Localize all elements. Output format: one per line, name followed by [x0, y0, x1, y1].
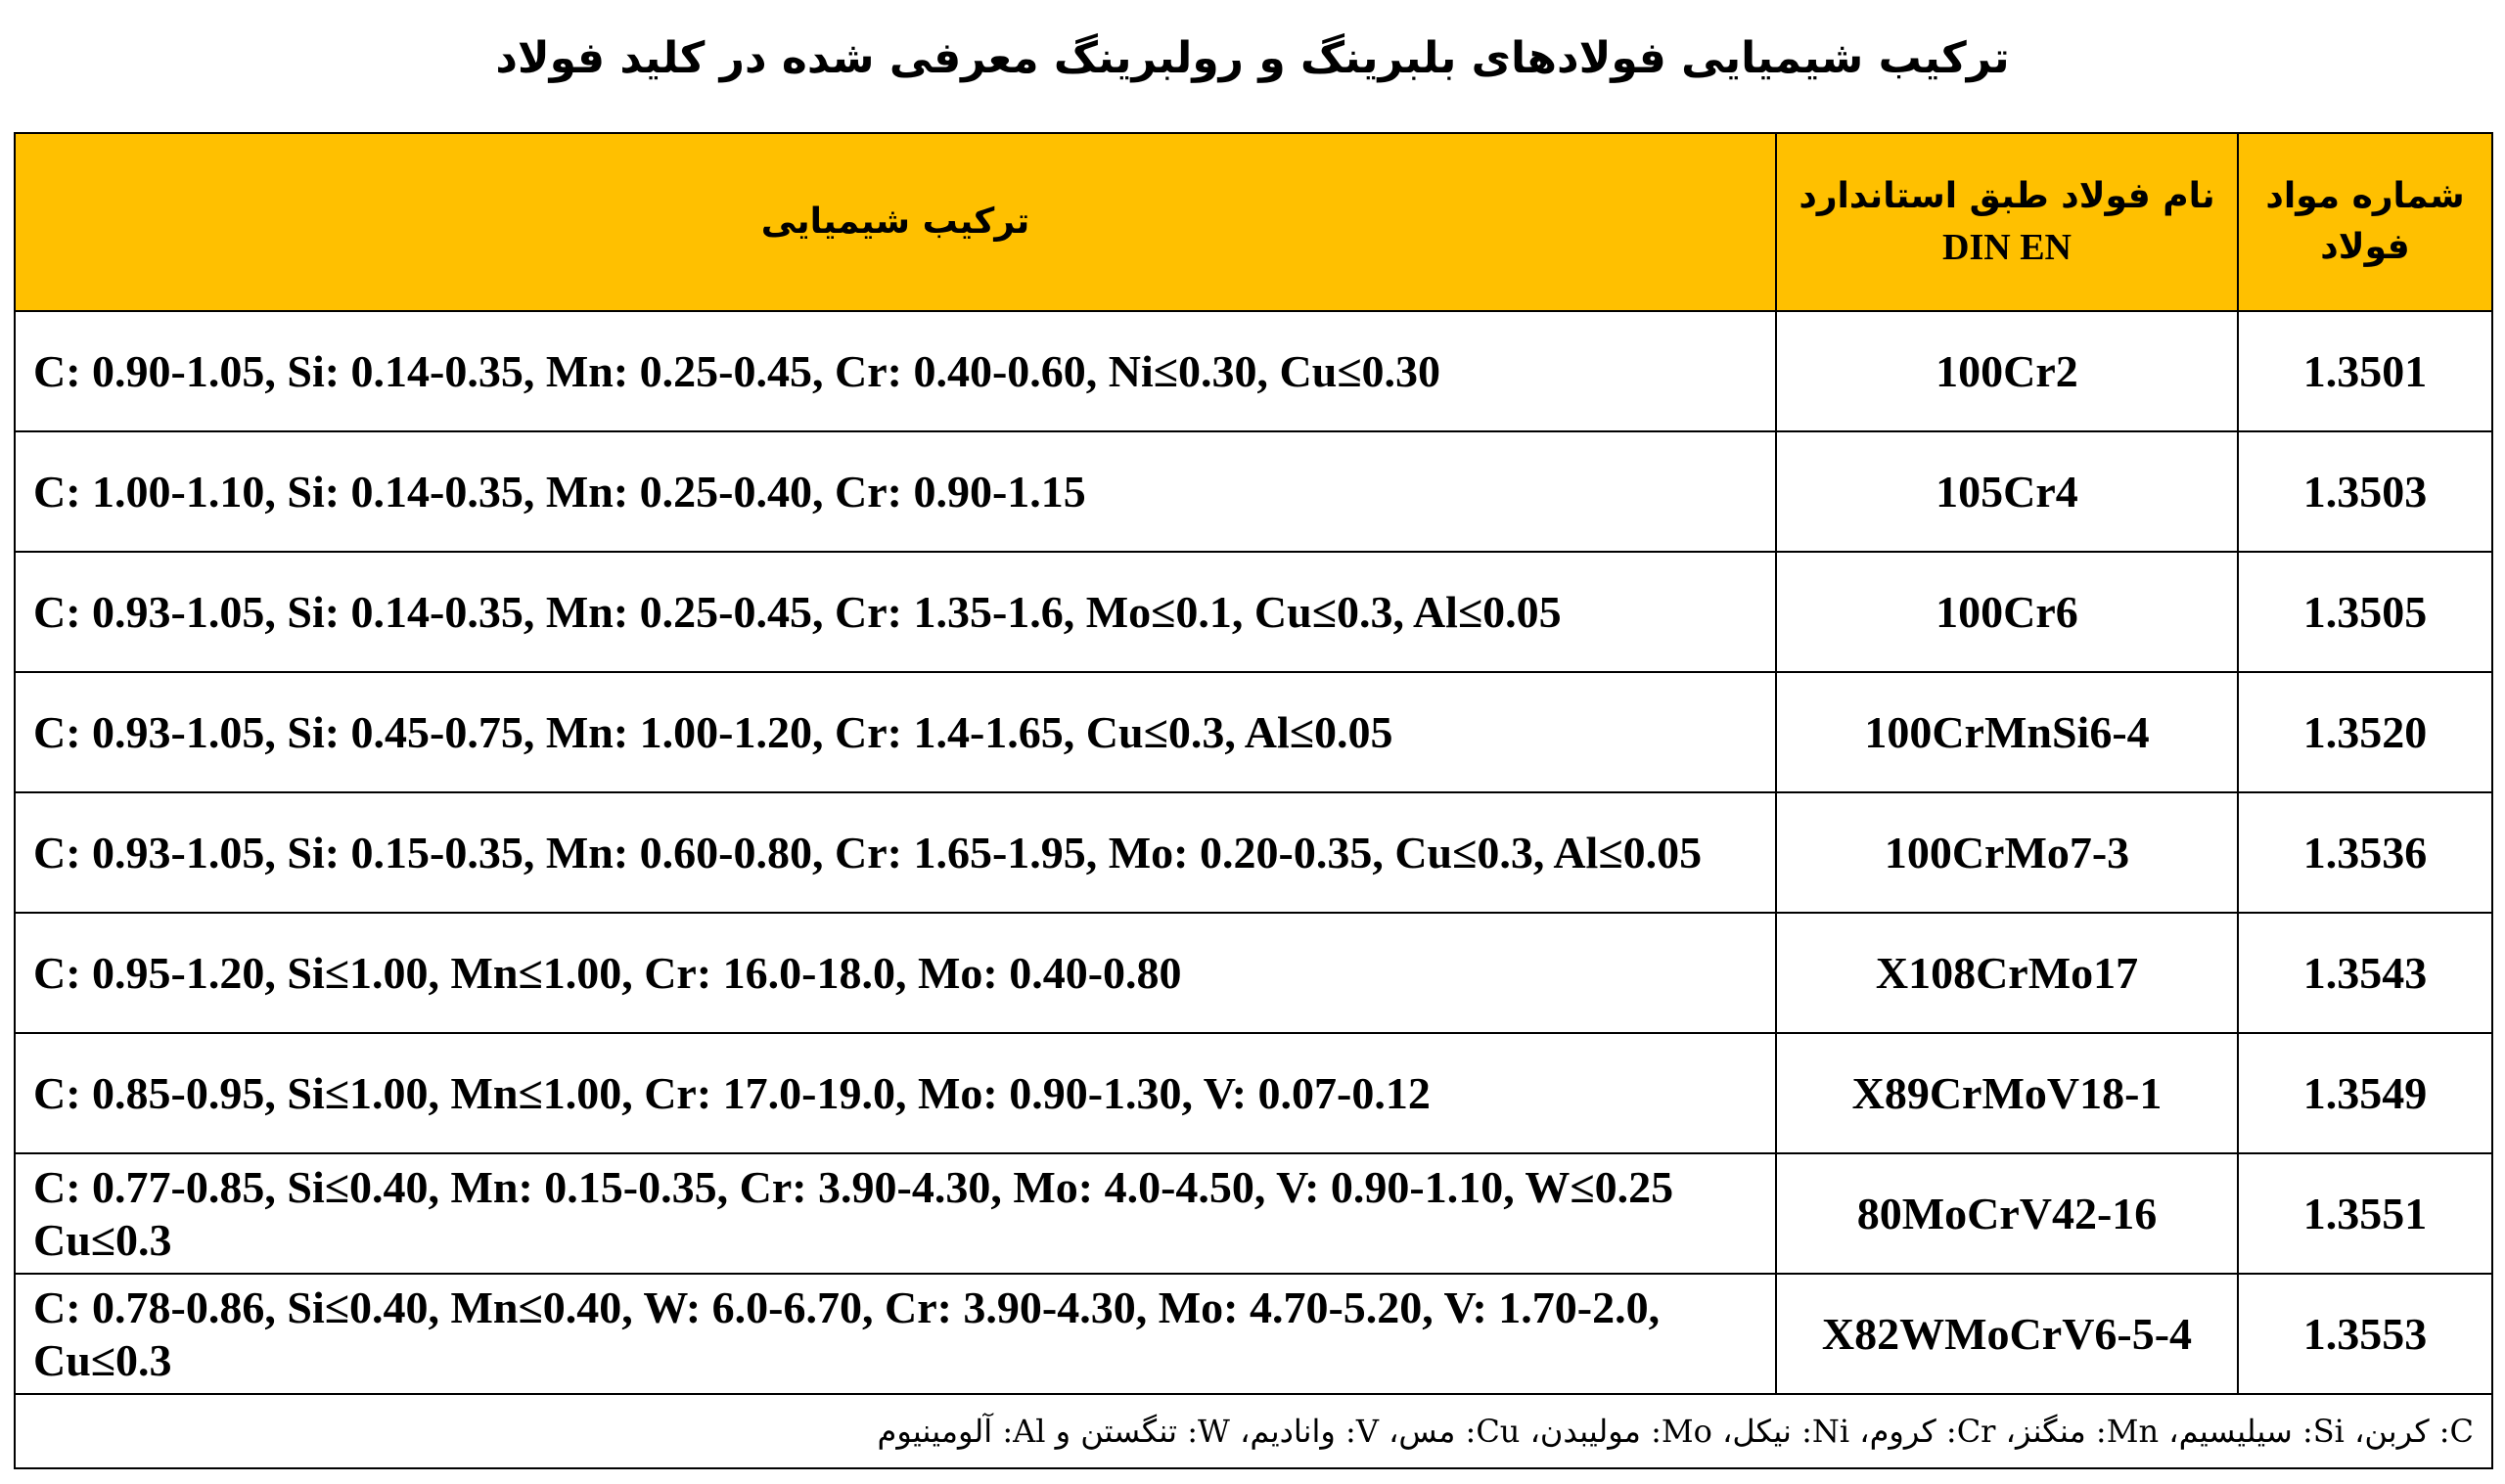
header-row [15, 133, 2492, 311]
composition-cell: C: 0.77-0.85, Si≤0.40, Mn: 0.15-0.35, Cr: 3.90-4.30, Mo: 4.0-4.50, V: 0.90-1.10, W≤0.25 Cu≤0.3 [15, 1153, 1776, 1274]
steel-name-cell: 100Cr6 [1776, 552, 2238, 672]
header-steel-name-label: نام فولاد طبق استاندارد [1799, 176, 2215, 216]
material-number-cell: 1.3549 [2238, 1033, 2492, 1153]
composition-cell: C: 0.85-0.95, Si≤1.00, Mn≤1.00, Cr: 17.0-19.0, Mo: 0.90-1.30, V: 0.07-0.12 [15, 1033, 1776, 1153]
material-number-cell: 1.3536 [2238, 792, 2492, 913]
header-steel-name [1776, 133, 2238, 311]
steel-name-cell: 100CrMo7-3 [1776, 792, 2238, 913]
composition-cell: C: 0.78-0.86, Si≤0.40, Mn≤0.40, W: 6.0-6.70, Cr: 3.90-4.30, Mo: 4.70-5.20, V: 1.70-2.0, Cu≤0.3 [15, 1274, 1776, 1394]
table-row [15, 913, 2492, 1033]
steel-name-cell: 100CrMnSi6-4 [1776, 672, 2238, 792]
composition-cell: C: 0.93-1.05, Si: 0.15-0.35, Mn: 0.60-0.80, Cr: 1.65-1.95, Mo: 0.20-0.35, Cu≤0.3, Al≤0.05 [15, 792, 1776, 913]
material-number-cell: 1.3553 [2238, 1274, 2492, 1394]
composition-cell: C: 0.95-1.20, Si≤1.00, Mn≤1.00, Cr: 16.0-18.0, Mo: 0.40-0.80 [15, 913, 1776, 1033]
material-number-cell: 1.3543 [2238, 913, 2492, 1033]
composition-cell: C: 0.93-1.05, Si: 0.45-0.75, Mn: 1.00-1.20, Cr: 1.4-1.65, Cu≤0.3, Al≤0.05 [15, 672, 1776, 792]
header-composition [15, 133, 1776, 311]
steel-name-cell: 105Cr4 [1776, 431, 2238, 552]
table-row [15, 1153, 2492, 1274]
material-number-cell: 1.3551 [2238, 1153, 2492, 1274]
composition-cell: C: 0.93-1.05, Si: 0.14-0.35, Mn: 0.25-0.45, Cr: 1.35-1.6, Mo≤0.1, Cu≤0.3, Al≤0.05 [15, 552, 1776, 672]
steel-name-cell: 80MoCrV42-16 [1776, 1153, 2238, 1274]
material-number-cell: 1.3503 [2238, 431, 2492, 552]
composition-cell: C: 0.90-1.05, Si: 0.14-0.35, Mn: 0.25-0.45, Cr: 0.40-0.60, Ni≤0.30, Cu≤0.30 [15, 311, 1776, 431]
table-row [15, 792, 2492, 913]
material-number-cell: 1.3505 [2238, 552, 2492, 672]
table-row [15, 552, 2492, 672]
steel-name-cell: X82WMoCrV6-5-4 [1776, 1274, 2238, 1394]
header-material-number-label-2: فولاد [2320, 227, 2410, 267]
element-legend: C: کربن، Si: سیلیسیم، Mn: منگنز، Cr: کروم، Ni: نیکل، Mo: مولیبدن، Cu: مس، V: وانادیم، W: تنگستن و Al: آلومینیوم [15, 1394, 2492, 1468]
legend-row [15, 1394, 2492, 1468]
steel-name-cell: 100Cr2 [1776, 311, 2238, 431]
header-steel-name-standard: DIN EN [1942, 227, 2072, 268]
steel-name-cell: X89CrMoV18-1 [1776, 1033, 2238, 1153]
steel-composition-table [14, 132, 2493, 1469]
material-number-cell: 1.3520 [2238, 672, 2492, 792]
header-composition-label: ترکیب شیمیایی [760, 202, 1030, 242]
table-row [15, 311, 2492, 431]
table-row [15, 672, 2492, 792]
header-material-number [2238, 133, 2492, 311]
composition-cell: C: 1.00-1.10, Si: 0.14-0.35, Mn: 0.25-0.40, Cr: 0.90-1.15 [15, 431, 1776, 552]
table-row [15, 1033, 2492, 1153]
page-title: ترکیب شیمیایی فولادهای بلبرینگ و رولبرینگ معرفی شده در کلید فولاد [495, 33, 2010, 83]
steel-name-cell: X108CrMo17 [1776, 913, 2238, 1033]
material-number-cell: 1.3501 [2238, 311, 2492, 431]
table-row [15, 431, 2492, 552]
header-material-number-label: شماره مواد [2265, 176, 2465, 216]
table-row [15, 1274, 2492, 1394]
